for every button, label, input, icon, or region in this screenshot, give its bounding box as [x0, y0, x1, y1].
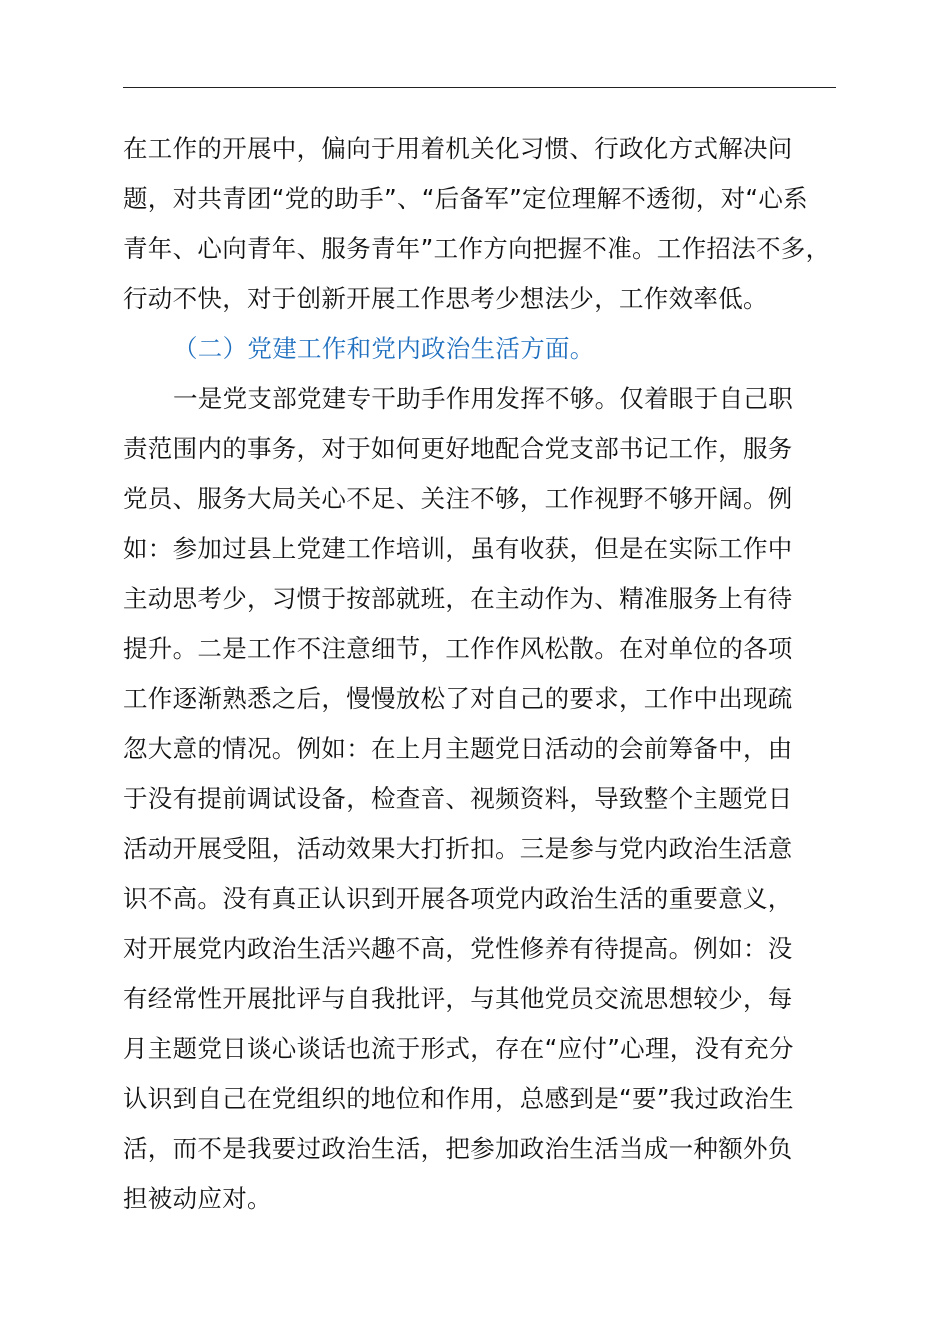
paragraph-line: 担被动应对。	[123, 1184, 272, 1213]
paragraph-line: 党员、服务大局关心不足、关注不够，工作视野不够开阔。例	[123, 484, 793, 513]
paragraph-line: 忽大意的情况。例如：在上月主题党日活动的会前筹备中，由	[123, 734, 793, 763]
body-line: 行动不快，对于创新开展工作思考少想法少，工作效率低。	[123, 284, 768, 313]
paragraph-line: 识不高。没有真正认识到开展各项党内政治生活的重要意义，	[123, 884, 793, 913]
paragraph-line: 有经常性开展批评与自我批评，与其他党员交流思想较少，每	[123, 984, 793, 1013]
paragraph-line: 如：参加过县上党建工作培训，虽有收获，但是在实际工作中	[123, 534, 793, 563]
paragraph-line: 提升。二是工作不注意细节，工作作风松散。在对单位的各项	[123, 634, 793, 663]
paragraph-line: 对开展党内政治生活兴趣不高，党性修养有待提高。例如：没	[123, 934, 793, 963]
paragraph-line: 认识到自己在党组织的地位和作用，总感到是“要”我过政治生	[123, 1084, 794, 1113]
body-line: 题，对共青团“党的助手”、“后备军”定位理解不透彻，对“心系	[123, 184, 808, 213]
paragraph-line: 一是党支部党建专干助手作用发挥不够。仅着眼于自己职	[173, 384, 793, 413]
document-body	[123, 124, 843, 1224]
header-rule	[123, 87, 836, 88]
body-line: 在工作的开展中，偏向于用着机关化习惯、行政化方式解决问	[123, 134, 793, 163]
paragraph-line: 月主题党日谈心谈话也流于形式，存在“应付”心理，没有充分	[123, 1034, 794, 1063]
paragraph-line: 工作逐渐熟悉之后，慢慢放松了对自己的要求，工作中出现疏	[123, 684, 793, 713]
paragraph-line: 于没有提前调试设备，检查音、视频资料，导致整个主题党日	[123, 784, 793, 813]
section-heading: （二）党建工作和党内政治生活方面。	[173, 334, 595, 363]
paragraph-line: 责范围内的事务，对于如何更好地配合党支部书记工作，服务	[123, 434, 793, 463]
body-line: 青年、心向青年、服务青年”工作方向把握不准。工作招法不多，	[123, 234, 831, 263]
paragraph-line: 主动思考少，习惯于按部就班，在主动作为、精准服务上有待	[123, 584, 793, 613]
paragraph-line: 活，而不是我要过政治生活，把参加政治生活当成一种额外负	[123, 1134, 793, 1163]
paragraph-line: 活动开展受阻，活动效果大打折扣。三是参与党内政治生活意	[123, 834, 793, 863]
